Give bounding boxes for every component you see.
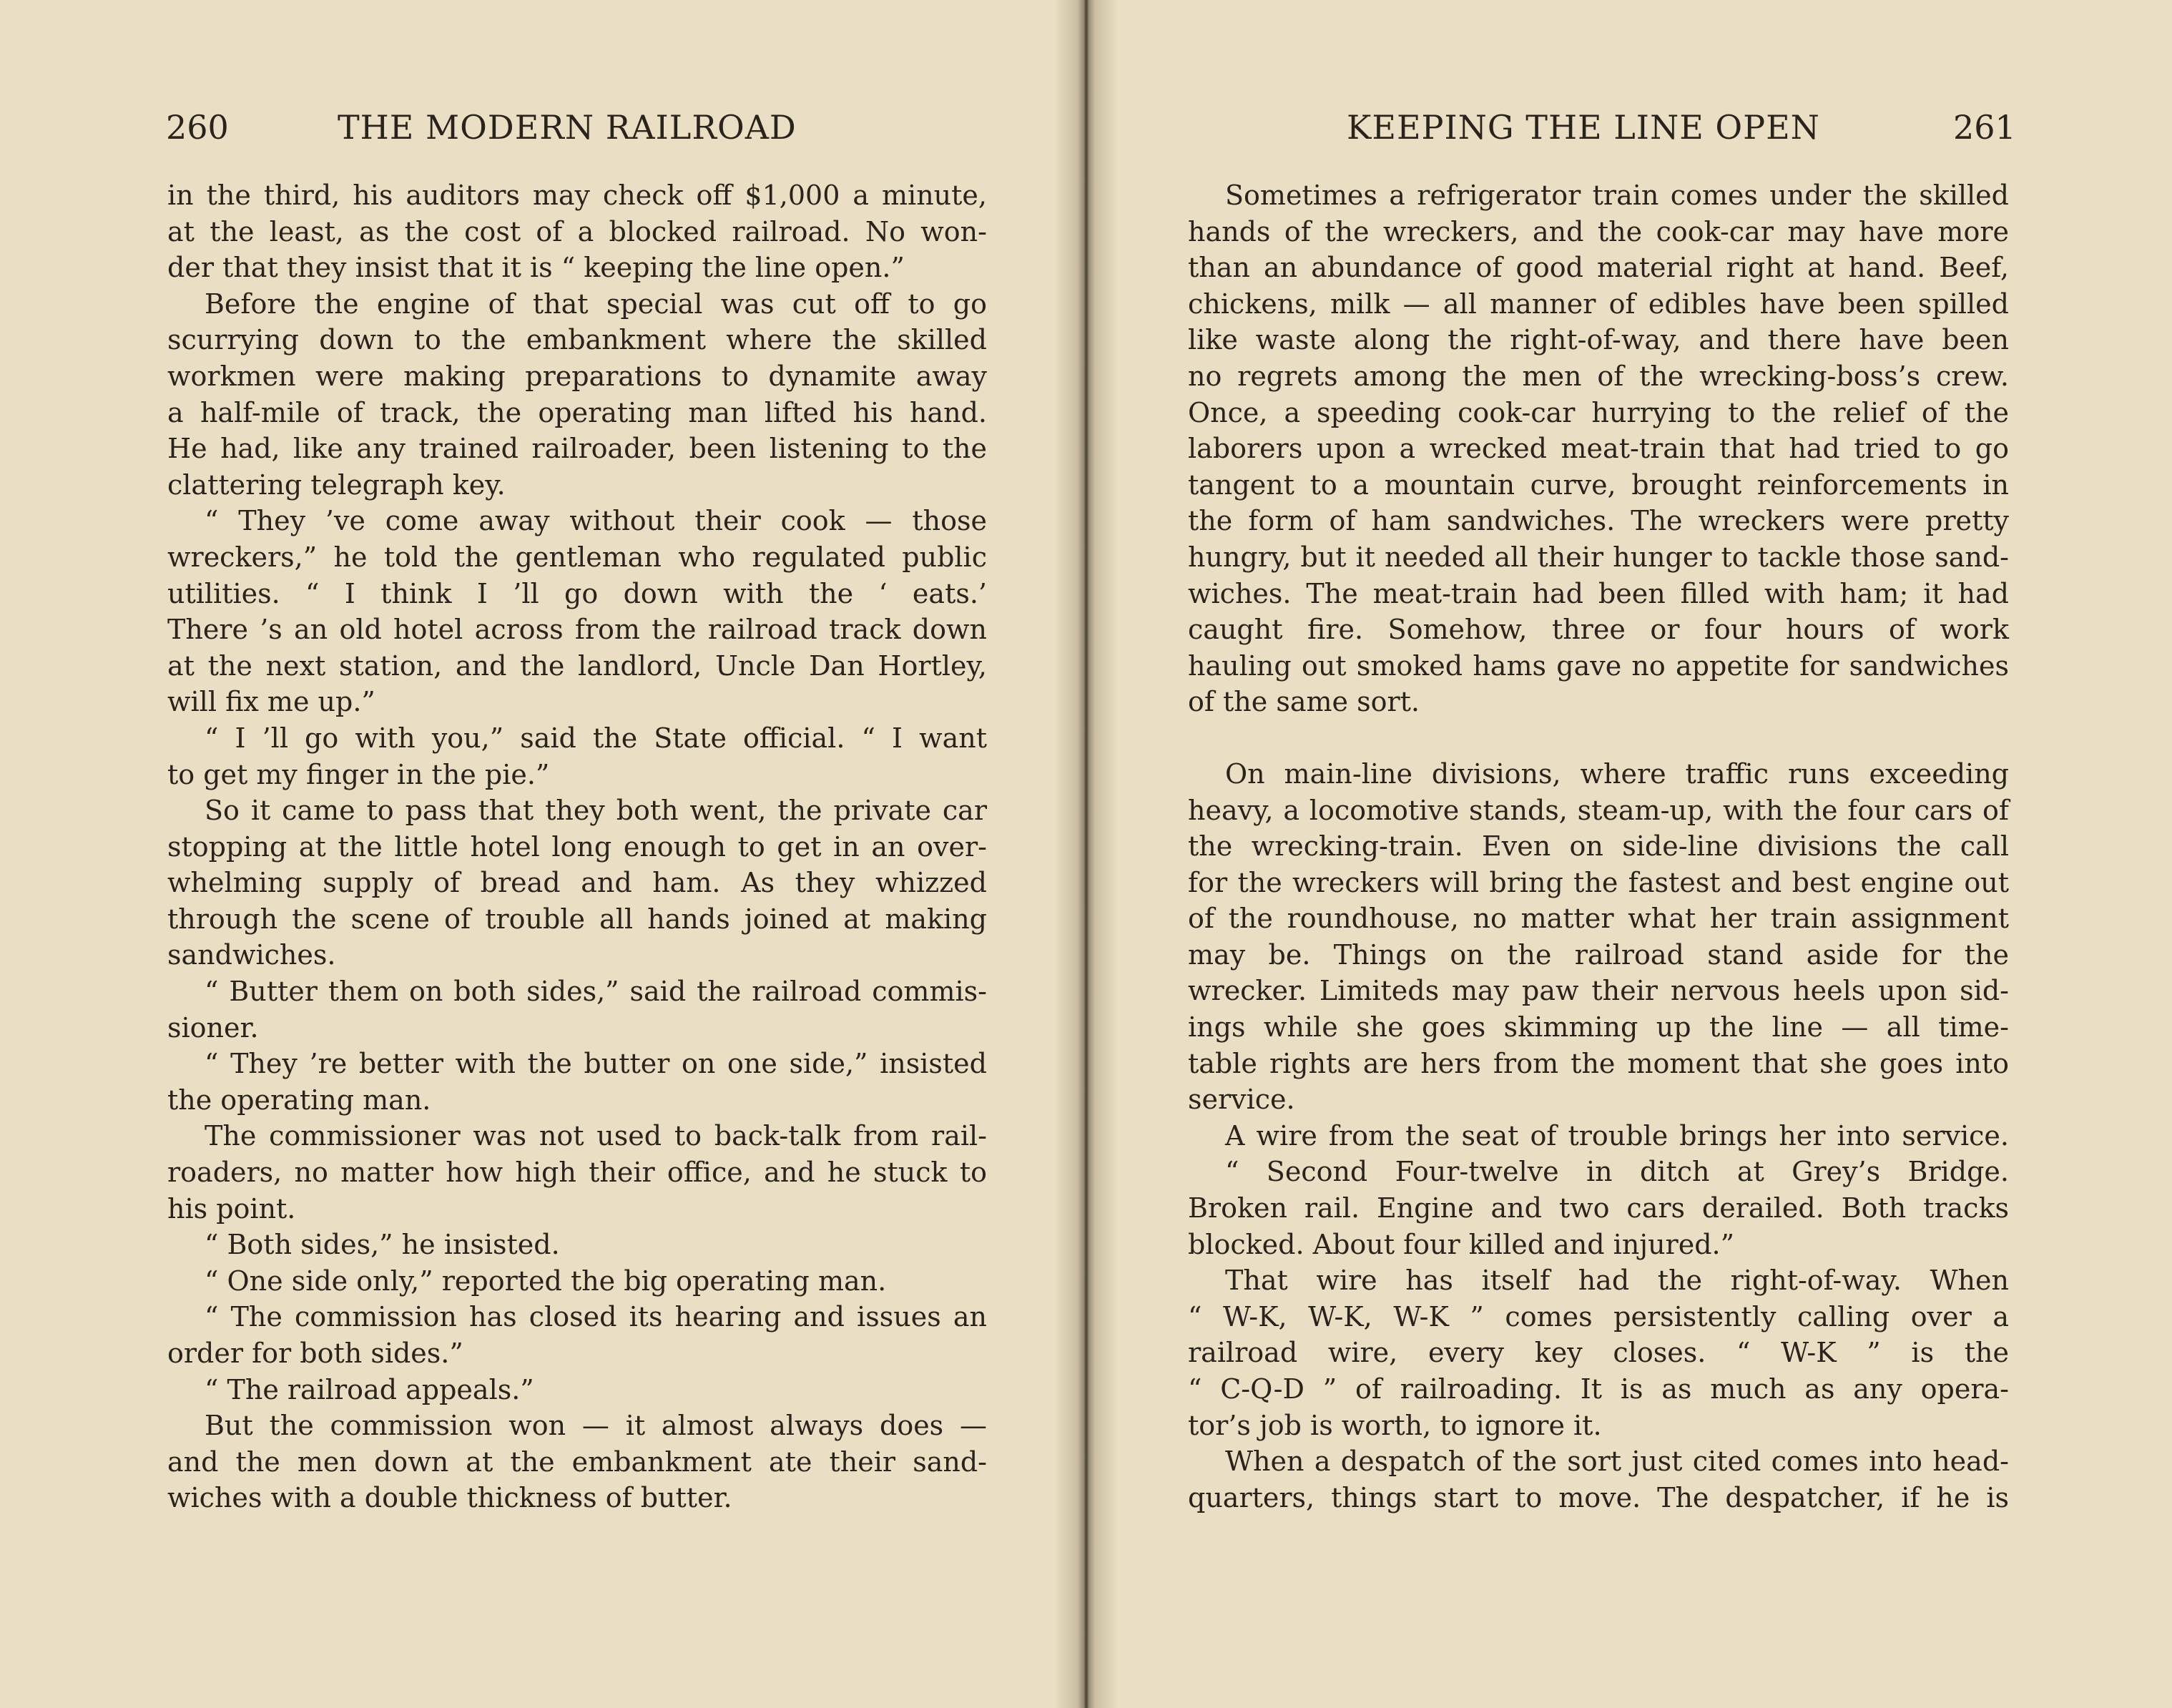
text-line: tangent to a mountain curve, brought reinforcements in — [1188, 468, 2009, 501]
text-line: his point. — [167, 1192, 296, 1224]
text-line: hauling out smoked hams gave no appetite for sandwiches — [1188, 649, 2009, 682]
page-text — [1188, 177, 2009, 1516]
text-line: no regrets among the men of the wrecking-boss’s crew. — [1188, 360, 2009, 392]
text-line: workmen were making preparations to dynamite away — [167, 360, 987, 392]
text-line: wreckers,” he told the gentleman who regulated public — [167, 541, 987, 573]
text-line: of the same sort. — [1188, 686, 1420, 718]
text-line: “ One side only,” reported the big operating man. — [205, 1265, 887, 1297]
running-title: KEEPING THE LINE OPEN — [1347, 108, 1820, 147]
text-line: There ’s an old hotel across from the railroad track down — [167, 614, 987, 646]
text-line: a half-mile of track, the operating man lifted his hand. — [167, 396, 987, 428]
text-line: than an abundance of good material right at hand. Beef, — [1188, 252, 2009, 284]
text-line: whelming supply of bread and ham. As they whizzed — [167, 867, 987, 899]
text-line: laborers upon a wrecked meat-train that had tried to go — [1188, 433, 2009, 465]
text-line: of the roundhouse, no matter what her train assignment — [1188, 903, 2009, 935]
text-line: blocked. About four killed and injured.” — [1188, 1228, 1735, 1260]
text-line: will fix me up.” — [167, 686, 375, 718]
text-line: utilities. “ I think I ’ll go down with the ‘ eats.’ — [167, 577, 987, 609]
text-line: through the scene of trouble all hands joined at making — [167, 903, 987, 935]
text-line: On main-line divisions, where traffic runs exceeding — [1225, 757, 2009, 790]
text-line: railroad wire, every key closes. “ W-K ” is the — [1188, 1337, 2009, 1369]
text-line: “ C-Q-D ” of railroading. It is as much as any opera- — [1188, 1373, 2009, 1405]
text-line: He had, like any trained railroader, been listening to the — [167, 433, 987, 465]
text-line: “ Both sides,” he insisted. — [205, 1229, 560, 1261]
section-break — [1188, 720, 2009, 756]
text-line: stopping at the little hotel long enough to get in an over- — [167, 830, 987, 863]
text-line: When a despatch of the sort just cited comes into head- — [1225, 1446, 2009, 1478]
text-line: So it came to pass that they both went, the private car — [205, 795, 987, 827]
text-line: roaders, no matter how high their office, and he stuck to — [167, 1157, 987, 1189]
text-line: the operating man. — [167, 1084, 431, 1116]
text-line: for the wreckers will bring the fastest and best engine out — [1188, 866, 2009, 898]
right-page — [1086, 0, 2172, 1708]
text-line: “ Butter them on both sides,” said the railroad commis- — [205, 976, 987, 1008]
text-line: “ They ’re better with the butter on one side,” insisted — [205, 1048, 987, 1080]
text-line: But the commission won — it almost always does — — [205, 1410, 987, 1442]
page-number: 261 — [1953, 108, 2016, 147]
text-line: may be. Things on the railroad stand aside for the — [1188, 938, 2009, 971]
text-line: chickens, milk — all manner of edibles have been spilled — [1188, 288, 2009, 320]
text-line: sandwiches. — [167, 939, 336, 971]
text-line: and the men down at the embankment ate their sand- — [167, 1446, 987, 1478]
text-line: hungry, but it needed all their hunger to tackle those sand- — [1188, 541, 2009, 573]
text-line: scurrying down to the embankment where the skilled — [167, 324, 987, 356]
text-line: the wrecking-train. Even on side-line divisions the call — [1188, 830, 2009, 863]
text-line: to get my finger in the pie.” — [167, 758, 550, 790]
text-line: “ I ’ll go with you,” said the State official. “ I want — [205, 722, 987, 754]
text-line: Sometimes a refrigerator train comes under the skilled — [1225, 180, 2009, 211]
text-line: service. — [1188, 1084, 1295, 1116]
text-line: Once, a speeding cook-car hurrying to the relief of the — [1188, 396, 2009, 428]
text-line: “ W-K, W-K, W-K ” comes persistently calling over a — [1188, 1300, 2009, 1332]
text-line: That wire has itself had the right-of-way. When — [1225, 1265, 2009, 1297]
page-number: 260 — [166, 108, 229, 147]
text-line: A wire from the seat of trouble brings her into service. — [1225, 1119, 2009, 1152]
text-line: Broken rail. Engine and two cars derailed. Both tracks — [1188, 1192, 2009, 1224]
text-line: wiches with a double thickness of butter. — [167, 1482, 732, 1514]
text-line: wiches. The meat-train had been filled with ham; it had — [1188, 577, 2009, 609]
text-line: heavy, a locomotive stands, steam-up, with the four cars of — [1188, 794, 2009, 826]
text-line: order for both sides.” — [167, 1338, 463, 1369]
text-line: caught fire. Somehow, three or four hours of work — [1188, 614, 2009, 646]
text-line: der that they insist that it is “ keeping the line open.” — [167, 252, 905, 284]
text-line: wrecker. Limiteds may paw their nervous heels upon sid- — [1188, 975, 2009, 1007]
text-line: hands of the wreckers, and the cook-car may have more — [1188, 215, 2009, 247]
text-line: in the third, his auditors may check off $1,000 a minute, — [167, 180, 987, 211]
text-line: sioner. — [167, 1011, 259, 1044]
text-line: “ Second Four-twelve in ditch at Grey’s Bridge. — [1225, 1156, 2009, 1188]
text-line: Before the engine of that special was cut off to go — [205, 288, 987, 320]
text-line: The commissioner was not used to back-talk from rail- — [205, 1120, 987, 1152]
text-line: at the least, as the cost of a blocked railroad. No won- — [167, 215, 987, 247]
running-title: THE MODERN RAILROAD — [338, 108, 797, 147]
text-line: like waste along the right-of-way, and there have been — [1188, 324, 2009, 356]
text-line: quarters, things start to move. The despatcher, if he is — [1188, 1481, 2009, 1513]
text-line: “ The railroad appeals.” — [205, 1373, 534, 1405]
text-line: “ They ’ve come away without their cook — those — [205, 505, 987, 537]
text-line: “ The commission has closed its hearing and issues an — [205, 1301, 987, 1333]
text-line: at the next station, and the landlord, Uncle Dan Hortley, — [167, 649, 987, 682]
text-line: ings while she goes skimming up the line — all time- — [1188, 1011, 2009, 1044]
text-line: the form of ham sandwiches. The wreckers were pretty — [1188, 505, 2009, 537]
text-line: table rights are hers from the moment that she goes into — [1188, 1047, 2009, 1079]
text-line: clattering telegraph key. — [167, 468, 506, 501]
page-text — [167, 177, 987, 1516]
text-line: tor’s job is worth, to ignore it. — [1188, 1409, 1602, 1441]
